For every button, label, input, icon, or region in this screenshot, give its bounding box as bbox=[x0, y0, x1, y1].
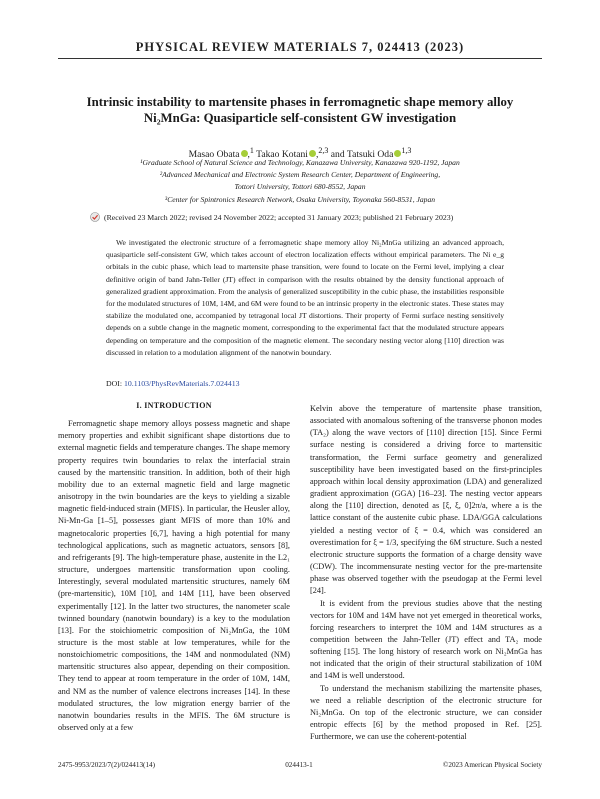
left-column bbox=[58, 400, 290, 734]
author-list: Masao Obata ,$^1$ Takao Kotani ,$^{2,3}$ and Tatsuki Oda $^{1,3}$ bbox=[188, 146, 412, 161]
affiliation-2-line-2: Tottori University, Tottori 680-8552, Japan bbox=[234, 182, 366, 192]
title-line-2: Ni₂MnGa: Quasiparticle self-consistent GW investigation bbox=[143, 111, 457, 125]
abstract: We investigated the electronic structure of a ferromagnetic shape memory alloy Ni₂MnGa utilizing an advanced approach, quasiparticle self-consistent GW, which takes account of electron localization effects without empirical parameters. The Ni e_g orbitals in the cubic phase, which lead to martensite phase transition, were found to locate on the Fermi level, implying a clear definitive origin of band Jahn-Teller (JT) effect in comparison with the results obtained by the density functional approach of generalized gradient approximation. From the analysis of generalized susceptibility in the cubic phase, the instabilities responsible for the modulated structures of 10M, 14M, and 6M were found to be an intrinsic property in the electronic states. These states may stabilize the modulated one, accompanied by tetragonal local JT distortions. Their property of Fermi surface nesting sensitively depends on a subtle change in the magnetic moment, corresponding to the experimental fact that the modulated structure appears depending on temperature and the composition of the magnetic element. The secondary nesting vector along [110] direction was discussed in relation to a modulation alignment of the nanotwin boundary. bbox=[106, 238, 504, 357]
received-dates: (Received 23 March 2022; revised 24 November 2022; accepted 31 January 2023; published 21 February 2023) bbox=[104, 213, 454, 222]
footer-issn: 2475-9953/2023/7(2)/024413(14) bbox=[58, 761, 156, 769]
author-kotani-affil: 2,3 bbox=[318, 146, 329, 155]
intro-paragraph-2: It is evident from the previous studies above that the nesting vectors for 10M and 14M have not yet emerged in theoretical works, forcing researchers to interpret the 10M and 14M structures as a competition between the Jahn-Teller (JT) effect and TA₂ mode softening [15]. The long history of research work on Ni₂MnGa has not indicated that the origin of their structural stabilization of 10M and 14M is well understood. bbox=[310, 598, 542, 681]
intro-paragraph-1-continued: Kelvin above the temperature of martensite phase transition, associated with anomalous softening of the transverse phonon modes (TA₂) along the wave vectors of [110] direction [15]. Since Fermi surface nesting is considered a driving force to martensitic transformation, the Fermi surface geometry and generalized susceptibility have been investigated based on the first-principles approach within local density approximation (LDA) and generalized gradient approximation (GGA) [16–23]. The nesting vector appears along the [110] direction, denoted as [ξ, ξ, 0]2π/a, where a is the lattice constant of the austenite cubic phase. LDA/GGA calculations yielded a nesting vector of ξ = 0.4, which was considered an overestimation for ξ = 1/3, specifying the 6M structure. Such a nested electronic structure supports the formation of a charge density wave (CDW). The incommensurate nesting vector for the pre-martensite phase was observed together with the pseudogap at the Fermi level [24]. bbox=[310, 404, 542, 596]
header-rule bbox=[58, 58, 542, 59]
doi-label: DOI: bbox=[106, 379, 123, 388]
affiliation-3: ³Center for Spintronics Research Network, Osaka University, Toyonaka 560-8531, Japan bbox=[164, 194, 436, 204]
intro-paragraph-1: Ferromagnetic shape memory alloys possess magnetic and shape memory properties and exhibit significant shape distortions due to external magnetic fields and temperature changes. The shape memory property requires twin boundaries to relax the interfacial strain caused by the martensitic transition. In addition, both of their high mobility due to an external magnetic field and large magnetic anisotropy in the twin boundaries are the keys to yielding a sizable magnetic field-induced strain (MFIS). In particular, the Heusler alloy, Ni-Mn-Ga [1–5], possesses giant MFIS of more than 10% and magnetocaloric properties [6,7], having a high potential for many technological applications, such as magnetic actuators, sensors [8], and refrigerants [9]. The high-temperature phase, austenite in the L2₁ structure, undergoes martensitic transformation upon cooling. Interestingly, several modulated martensitic structures, namely 6M (pre-martensitic), 10M [10], and 14M [11], have been observed experimentally [12]. In the latter two structures, the nanometer scale twinned boundary (nanotwin boundary) is a key to the modulation [13]. For the stoichiometric composition of Ni₂MnGa, the 10M structure is the most stable at low temperatures, while for the nonstoichiometric compositions, the 14M and nonmodulated (NM) martensitic structures also appear, depending on their composition. They tend to appear at room temperature in the order of 10M, 14M, and NM as the number of valence electrons increases [14]. In these modulated structures, the low migration energy barrier of the nanotwin boundaries results in the MFIS. The 6M structure is observed only at a few bbox=[58, 419, 290, 733]
intro-paragraph-3: To understand the mechanism stabilizing the martensite phases, we need a reliable description of the electronic structure for Ni₂MnGa. On top of the electronic structure, we can consider entropic effects [6] by the method proposed in Ref. [25]. Furthermore, we can use the coherent-potential bbox=[310, 683, 542, 742]
author-oda-affil: 1,3 bbox=[401, 146, 412, 155]
received-dates-row bbox=[90, 212, 530, 223]
affiliations bbox=[60, 157, 540, 206]
author-obata[interactable]: Masao Obata bbox=[188, 149, 240, 161]
author-kotani[interactable]: Takao Kotani bbox=[256, 149, 308, 161]
page-footer bbox=[58, 761, 542, 769]
doi-link[interactable]: 10.1103/PhysRevMaterials.7.024413 bbox=[123, 379, 240, 388]
paper-title bbox=[70, 94, 530, 126]
right-column bbox=[310, 403, 542, 743]
check-for-updates-icon[interactable] bbox=[90, 212, 100, 222]
doi-line bbox=[106, 379, 240, 388]
section-heading-introduction: I. INTRODUCTION bbox=[136, 401, 212, 410]
footer-page-number: 024413-1 bbox=[285, 761, 313, 769]
title-line-1: Intrinsic instability to martensite phases in ferromagnetic shape memory alloy bbox=[86, 95, 514, 109]
footer-copyright: ©2023 American Physical Society bbox=[442, 761, 542, 769]
author-obata-affil: 1 bbox=[249, 146, 254, 155]
affiliation-1: ¹Graduate School of Natural Science and Technology, Kanazawa University, Kanazawa 920-1192, Japan bbox=[140, 158, 460, 167]
journal-header: PHYSICAL REVIEW MATERIALS 7, 024413 (2023) bbox=[135, 40, 465, 54]
affiliation-2-line-1: ²Advanced Mechanical and Electronic System Research Center, Department of Engineering, bbox=[159, 170, 441, 180]
author-oda[interactable]: Tatsuki Oda bbox=[346, 149, 394, 161]
author-conjunction: and bbox=[330, 149, 345, 161]
